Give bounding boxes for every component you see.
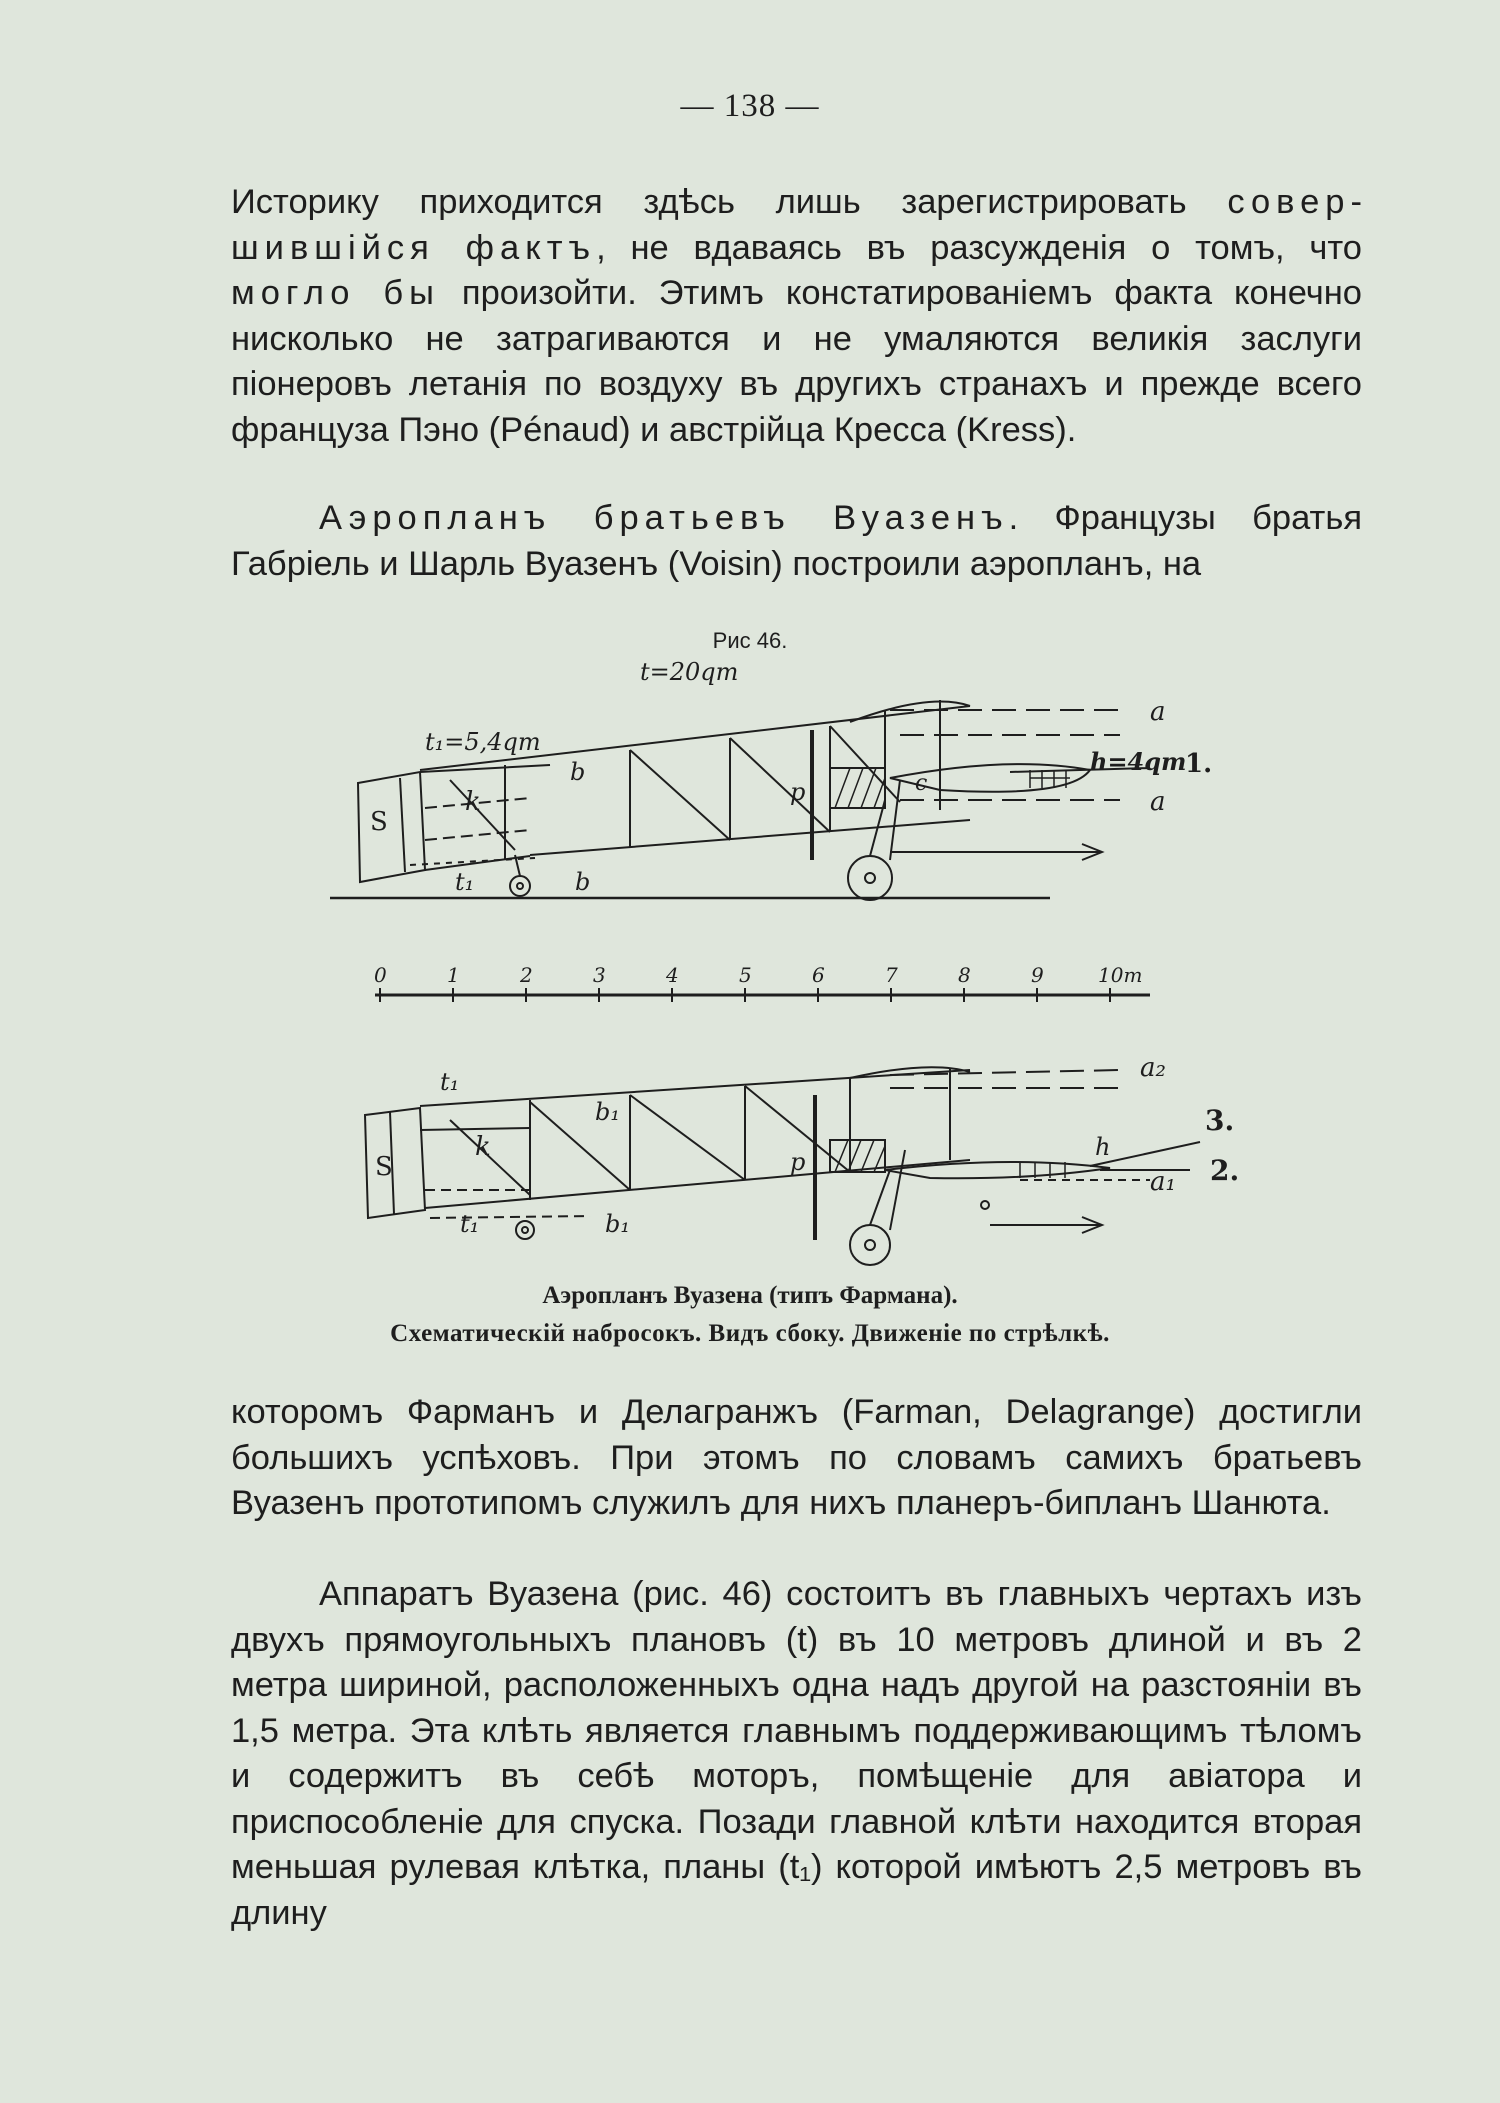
- label-b1-bottom: b₁: [595, 1098, 620, 1126]
- label-s-top: S: [370, 807, 388, 837]
- label-s-bottom: S: [375, 1152, 393, 1182]
- label-p-bottom: p: [790, 1148, 806, 1176]
- label-t1-top: t₁=5,4qm: [425, 728, 541, 756]
- label-h-top: h=4qm: [1090, 747, 1187, 776]
- scale-2: 2: [520, 963, 533, 987]
- scale-bar: [374, 963, 1150, 1002]
- label-view1-num: 1.: [1185, 749, 1213, 779]
- figure-caption-title: Аэропланъ Вуазена (типъ Фармана).: [542, 1282, 958, 1309]
- label-a2: a₂: [1140, 1053, 1166, 1083]
- scale-8: 8: [958, 963, 971, 987]
- scale-6: 6: [812, 963, 825, 987]
- label-t1b-bottom: t₁: [460, 1210, 480, 1238]
- label-bb-top: b: [575, 868, 591, 896]
- scale-3: 3: [593, 963, 606, 987]
- scale-5: 5: [739, 963, 752, 987]
- page-number: — 138 —: [680, 88, 820, 124]
- label-a-top1: a: [1150, 697, 1166, 727]
- label-b-top: b: [570, 758, 586, 786]
- label-h-bottom: h: [1095, 1133, 1111, 1161]
- label-view2-num: 2.: [1210, 1154, 1240, 1187]
- label-t-top: t=20qm: [640, 658, 739, 686]
- label-t1-bottom: t₁: [440, 1068, 460, 1096]
- label-a1: a₁: [1150, 1167, 1176, 1197]
- figure-caption-subtitle: Схематическій набросокъ. Видъ сбоку. Движеніе по стрѣлкѣ.: [390, 1320, 1110, 1347]
- paragraph-apparatus: Аппаратъ Вуазена (рис. 46) состоитъ въ главныхъ чертахъ изъ двухъ прямоугольныхъ плановъ (t) въ 10 метровъ длиной и въ 2 метра шириной, расположенныхъ одна надъ другой на разстояніи въ 1,5 метра. Эта клѣть является главнымъ поддерживающимъ тѣломъ и содержитъ въ себѣ моторъ, помѣщеніе для авіатора и приспособленіе для спуска. Позади главной клѣти находится вторая меньшая рулевая клѣтка, планы (t₁) которой имѣютъ 2,5 метровъ въ длину: [231, 1575, 1362, 1932]
- scale-0: 0: [374, 963, 387, 987]
- figure-label: Рис 46.: [712, 628, 788, 653]
- p1-a: Историку приходится здѣсь лишь зарегистрировать: [231, 183, 1228, 221]
- scale-4: 4: [666, 963, 679, 987]
- p1-spaced-b: могло бы: [231, 274, 440, 312]
- voisin-aeroplane-drawing: [330, 650, 1240, 1275]
- p2-text: . Французы братья Габріель и Шарль Вуазенъ (Voisin) построили аэропланъ, на: [231, 499, 1363, 583]
- label-b1b-bottom: b₁: [605, 1210, 630, 1238]
- scale-1: 1: [447, 963, 460, 987]
- scale-10: 10m: [1098, 963, 1143, 987]
- label-c-top: c: [915, 771, 928, 796]
- paragraph-farman: которомъ Фарманъ и Делагранжъ (Farman, Delagrange) достигли большихъ успѣховъ. При этомъ по словамъ самихъ братьевъ Вуазенъ прототипомъ служилъ для нихъ планеръ-бипланъ Шанюта.: [231, 1393, 1362, 1522]
- label-k-top: k: [465, 787, 481, 817]
- paragraph-voisin-intro: [231, 496, 1362, 587]
- label-t1b-top: t₁: [455, 868, 475, 896]
- label-k-bottom: k: [475, 1132, 491, 1162]
- label-view3-num: 3.: [1205, 1104, 1235, 1137]
- p1-spaced-a: совершившійся фактъ: [231, 183, 1362, 267]
- paragraph-historian: [231, 180, 1362, 453]
- label-p-top: p: [790, 778, 806, 806]
- label-a-top2: a: [1150, 787, 1166, 817]
- scale-9: 9: [1031, 963, 1044, 987]
- p1-c: произойти. Этимъ констатированіемъ факта конечно нисколько не затрагиваются и не умаляются великія заслуги піонеровъ летанія по воздуху въ другихъ странахъ и прежде всего француза Пэно (Pénaud) и австрійца Кресса (Kress).: [231, 274, 1362, 449]
- scale-7: 7: [885, 963, 898, 987]
- p1-b: , не вдаваясь въ разсужденія о томъ, что: [596, 228, 1362, 267]
- section-heading: Аэропланъ братьевъ Вуазенъ: [319, 499, 1009, 537]
- bottom-view: [365, 1067, 1200, 1265]
